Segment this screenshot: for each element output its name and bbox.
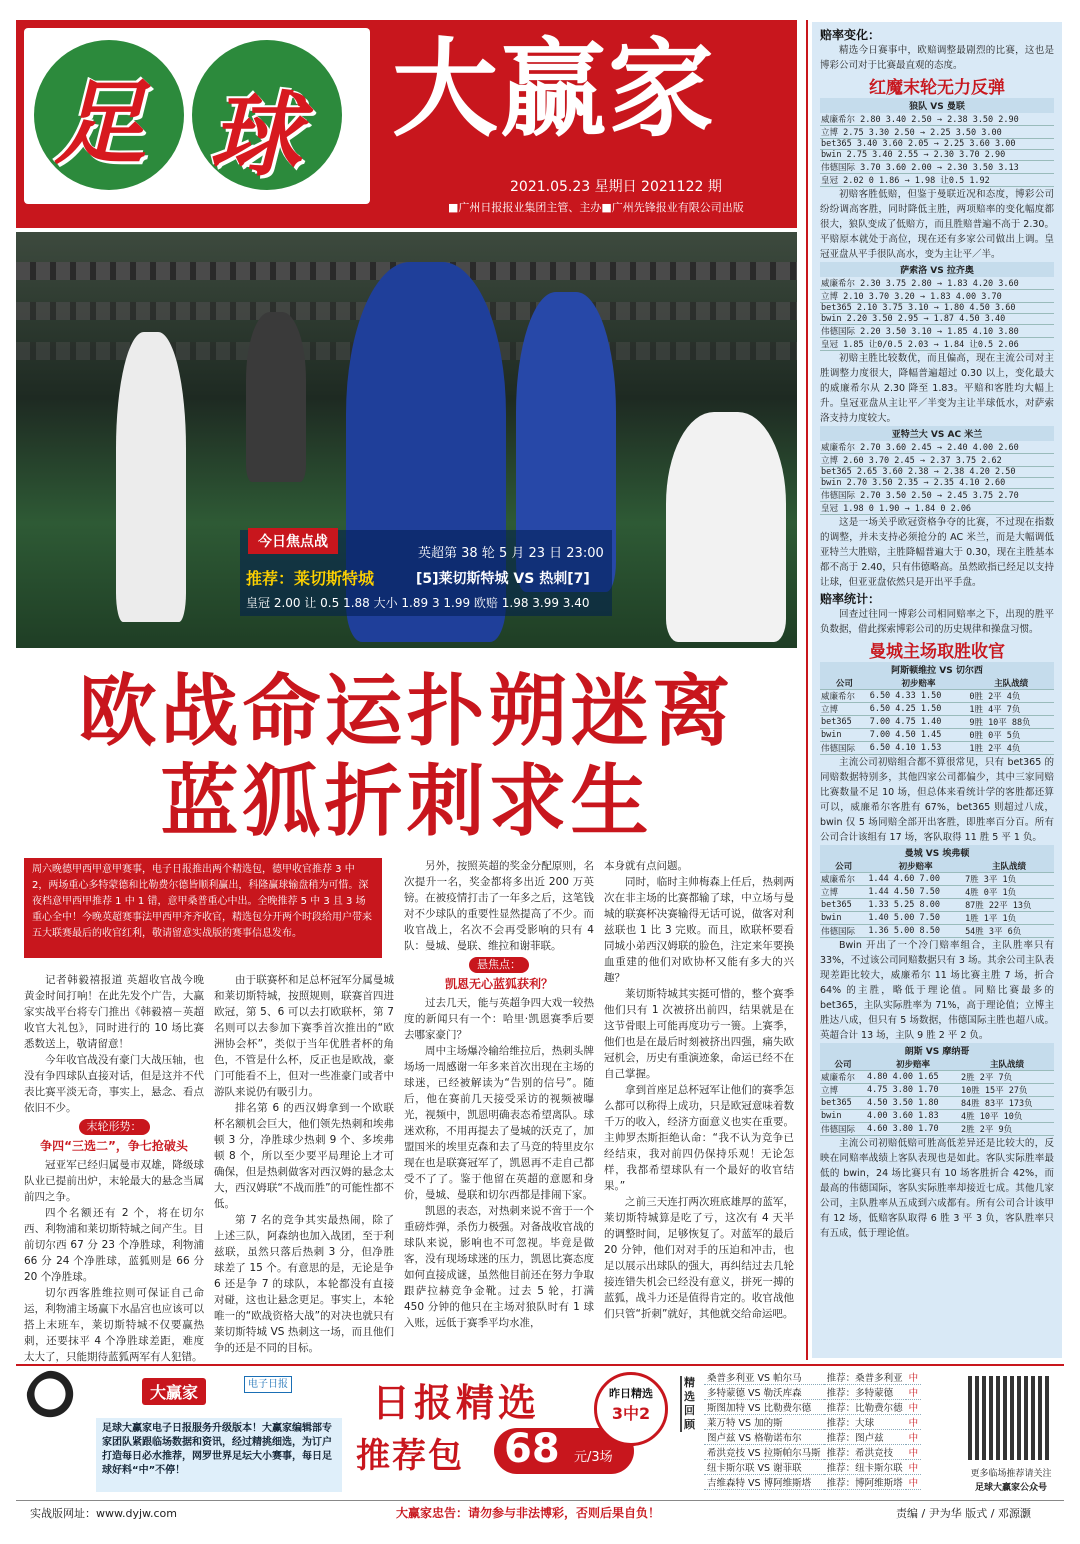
- table-row: [820, 742, 1054, 755]
- odds-cell: 皇冠 1.85 让0/0.5 2.03 → 1.84 让0.5 2.06: [820, 338, 1054, 351]
- match-title: 萨索洛 VS 拉齐奥: [820, 262, 1054, 277]
- odds-cell: bet365 2.65 3.60 2.38 → 2.38 4.20 2.50: [820, 467, 1054, 478]
- column-header: 公司: [820, 677, 869, 690]
- odds-row: [820, 454, 1054, 467]
- promo-brand: 大赢家: [142, 1378, 206, 1405]
- table-cell: 4.50 3.50 1.80: [866, 1097, 960, 1110]
- paragraph: 过去几天，能与英超争四大戏一较热度的新闻只有一个：哈里·凯恩赛季后要去哪家豪门？: [404, 997, 594, 1041]
- odds-row: [820, 502, 1054, 515]
- odds-row: [820, 290, 1054, 303]
- pick-row: [704, 1385, 921, 1400]
- pick-cell: 推荐：图卢兹: [824, 1430, 906, 1445]
- page-title: 大赢家: [392, 28, 716, 151]
- odds-stat-heading: 赔率统计：: [820, 592, 881, 606]
- section-heading: 凯恩无心蓝狐获利？: [444, 977, 553, 991]
- analysis-text: Bwin 开出了一个冷门赔率组合，主队胜率只有 33%，不过该公司同赔数据只有 3 场。其余公司主队表现差距比较大，威廉希尔 11 场比赛主胜 7 场，折合 64% 的主胜，略低于理论值。同赔比赛最多的 bet365，主队实际胜率为 71%，高于理论值；立博主胜达八成，但只有 5 场数据，伟德国际主胜也超八成。英超合计 13 场，主队 9 胜 2 平 2 负。: [820, 940, 1054, 1041]
- promo-text: 足球大赢家电子日报服务升级版本！大赢家编辑部专家团队紧跟临场数据和资讯，经过精挑细选，为订户打造每日必水推荐，网罗世界足坛大小赛事，每日足球好料“中”不停！: [96, 1418, 342, 1492]
- table-cell: 1.40 5.00 7.50: [867, 912, 964, 925]
- qr-text-1: 更多临场推荐请关注: [970, 1469, 1052, 1479]
- paragraph: 排名第 6 的西汉姆拿到一个欧联杯名额机会巨大，他们领先热刺和埃弗顿 3 分，净胜球少热刺 9 个、多埃弗顿 8 个，所以至少要平局理论上才可确保，但是热刺做客对西汉姆的悬念太大，西汉姆联“不战而胜”的可能性都不低。: [214, 1102, 394, 1210]
- paragraph: 切尔西客胜维拉则可保证自己命运，利物浦主场赢下水晶宫也应该可以搭上末班车，莱切斯特城不仅要赢热刺，还要抹平 4 个净胜球差距，难度太大了，只能期待蓝狐两军有人犯错。: [24, 1287, 204, 1363]
- pick-row: [704, 1445, 921, 1460]
- table-cell: 6.50 4.25 1.50: [869, 703, 969, 716]
- yesterday-result: 3中2: [611, 1404, 651, 1423]
- table-cell: bet365: [820, 716, 869, 729]
- table-cell: bwin: [820, 1110, 866, 1123]
- paragraph: 四个名额还有 2 个，将在切尔西、利物浦和莱切斯特城之间产生。目前切尔西 67 分 23 个净胜球，利物浦 66 分 24 个净胜球，蓝狐则是 66 分 20 个净胜球。: [24, 1207, 204, 1283]
- picks-table: [704, 1370, 921, 1490]
- analysis-text: 初赔主胜比较数优，而且偏高，现在主流公司对主胜调整力度很大，降幅普遍超过 0.30 以上，变化最大的威廉希尔从 2.30 降至 1.83。平赔和客胜均大幅上升。皇冠亚盘从主让平／半变为主让半球低水，对萨索洛支持力度较大。: [820, 353, 1054, 424]
- section-title: 红魔末轮无力反弹: [869, 78, 1005, 98]
- odds-cell: 威廉希尔 2.70 3.60 2.45 → 2.40 4.00 2.60: [820, 441, 1054, 454]
- pick-cell: 中: [906, 1430, 922, 1445]
- pick-cell: 纽卡斯尔联 VS 谢菲联: [704, 1460, 824, 1475]
- player-figure: [666, 412, 786, 642]
- paragraph: 周中主场爆冷输给维拉后，热刺头牌场场一周感谢一年多来首次出现在主场的球迷，已经被解读为“告别的信号”。随后，他在赛前几天接受采访的视频被曝光，视频中，凯恩明确表态希望离队。球迷欢称，不用再提去了曼城的沃克了，加盟国米的埃里克森和去了马竞的特里皮尔现在也是联赛冠军了，凯恩再不走自己都受不了了。鉴于他留在英超的意愿和身价，曼城、曼联和切尔西都是排闹下家。: [404, 1045, 594, 1201]
- issue-line: 2021.05.23 星期日 2021122 期: [510, 179, 722, 195]
- match-title: 曼城 VS 埃弗顿: [820, 845, 1054, 860]
- table-cell: 4.00 3.60 1.83: [866, 1110, 960, 1123]
- odds-table: [820, 441, 1054, 515]
- table-cell: 1胜 2平 4负: [968, 742, 1054, 755]
- pick-cell: 中: [906, 1460, 922, 1475]
- pick-cell: 推荐：比勒费尔德: [824, 1400, 906, 1415]
- pick-row: [704, 1400, 921, 1415]
- headline-line-2: 蓝狐折刺求生: [160, 757, 653, 847]
- table-cell: 87胜 22平 13负: [964, 899, 1054, 912]
- table-cell: 10胜 15平 27负: [960, 1084, 1054, 1097]
- table-row: [820, 1097, 1054, 1110]
- paragraph: 之前三天连打两次班底雄厚的蓝军，莱切斯特城算是吃了亏，这次有 4 天半的调整时间，足够恢复了。对蓝军的最后 20 分钟，他们对对手的压迫和冲击，也足以展示出球队的强大，再纠结过去几轮接连错失机会已经没有意义，拼死一搏的蓝狐，战斗力还是值得肯定的。收官战他们只管“折刺”就好，其他就交给命运吧。: [604, 1196, 794, 1320]
- pick-row: [704, 1370, 921, 1385]
- table-cell: 立博: [820, 886, 867, 899]
- odds-stat-text: 回查过往同一博彩公司相同赔率之下，出现的胜平负数据，借此探索博彩公司的历史规律和操盘习惯。: [820, 609, 1054, 635]
- pick-cell: 推荐：纽卡斯尔联: [824, 1460, 906, 1475]
- focus-box: [240, 530, 612, 616]
- focus-league: 英超第 38 轮 5 月 23 日 23:00: [418, 546, 604, 561]
- pick-cell: 中: [906, 1475, 922, 1490]
- match-title: 亚特兰大 VS AC 米兰: [820, 426, 1054, 441]
- table-cell: 54胜 3平 6负: [964, 925, 1054, 938]
- pick-cell: 中: [906, 1385, 922, 1400]
- odds-cell: 威廉希尔 2.80 3.40 2.50 → 2.38 3.50 2.90: [820, 113, 1054, 126]
- odds-cell: 伟德国际 2.70 3.50 2.50 → 2.45 3.75 2.70: [820, 489, 1054, 502]
- odds-cell: bwin 2.20 3.50 2.95 → 1.87 4.50 3.40: [820, 314, 1054, 325]
- column-header: 主队战绩: [968, 677, 1054, 690]
- odds-panel: [812, 22, 1062, 1358]
- table-cell: 立博: [820, 703, 869, 716]
- pick-row: [704, 1475, 921, 1490]
- paragraph: 另外，按照英超的奖金分配原则，名次提升一名，奖金都将多出近 200 万英镑。在被疫情打击了一年多之后，这笔钱对不少球队的重要性显然提高了不少。而收官战上，名次不会再受影响的只有 4 队：曼城、曼联、维拉和谢菲联。: [404, 860, 594, 952]
- pick-cell: 推荐：博阿维斯塔: [824, 1475, 906, 1490]
- table-row: [820, 1071, 1054, 1084]
- odds-cell: bwin 2.75 3.40 2.55 → 2.30 3.70 2.90: [820, 150, 1054, 161]
- table-cell: 4.75 3.80 1.70: [866, 1084, 960, 1097]
- headline-line-1: 欧战命运扑朔迷离: [78, 667, 735, 757]
- odds-table: [820, 113, 1054, 187]
- odds-row: [820, 303, 1054, 314]
- odds-cell: 皇冠 2.02 0 1.86 → 1.98 让0.5 1.92: [820, 174, 1054, 187]
- pick-cell: 吉维森特 VS 博阿维斯塔: [704, 1475, 824, 1490]
- pick-cell: 莱万特 VS 加的斯: [704, 1415, 824, 1430]
- odds-cell: bet365 3.40 3.60 2.05 → 2.25 3.60 3.00: [820, 139, 1054, 150]
- table-cell: bwin: [820, 729, 869, 742]
- qr-text-2: 足球大赢家公众号: [974, 1483, 1047, 1493]
- article-column-2: [214, 972, 394, 1356]
- odds-row: [820, 338, 1054, 351]
- column-header: 初步赔率: [869, 677, 969, 690]
- odds-row: [820, 489, 1054, 502]
- pick-cell: 多特蒙德 VS 勒沃库森: [704, 1385, 824, 1400]
- odds-cell: 威廉希尔 2.30 3.75 2.80 → 1.83 4.20 3.60: [820, 277, 1054, 290]
- table-cell: 7.00 4.75 1.40: [869, 716, 969, 729]
- column-header: 公司: [820, 860, 867, 873]
- table-cell: 伟德国际: [820, 742, 869, 755]
- column-header: 主队战绩: [960, 1058, 1054, 1071]
- match-title: 狼队 VS 曼联: [820, 98, 1054, 113]
- stats-table: [820, 677, 1054, 755]
- paragraph: 冠亚军已经归属曼市双雄，降级球队业已提前出炉，末轮最大的悬念当属前四之争。: [24, 1159, 204, 1203]
- paragraph: 第 7 名的竞争其实最热闹，除了上述三队，阿森纳也加入战团，至于利兹联，虽然只落后热刺 3 分，但净胜球差了 15 个。有意思的是，无论是争 6 还是争 7 的球队，本轮都没有直接对碰，这也让悬念更足。事实上，本轮唯一的“欧战资格大战”的对决也就只有莱切斯特城 VS 热刺这一场，而且他们争的还是不同的目标。: [214, 1214, 394, 1354]
- table-row: [820, 899, 1054, 912]
- logo-char-1: 足: [54, 69, 147, 177]
- match-title: 阿斯顿维拉 VS 切尔西: [820, 662, 1054, 677]
- yesterday-label: 昨日精选: [609, 1387, 653, 1400]
- analysis-text: 初赔客胜低赔，但鉴于曼联近况和态度，博彩公司纷纷调高客胜，同时降低主胜，两项赔率的变化幅度都很大，狼队变成了低赔方，而且胜赔普遍不高于 2.30。平赔原本就处于高位，现在还有多家公司做出上调。皇冠亚盘从平手很队高水，变为主让平／半。: [820, 189, 1054, 260]
- table-cell: bet365: [820, 1097, 866, 1110]
- price: 68: [504, 1426, 560, 1472]
- focus-tag: 今日焦点战: [248, 528, 338, 554]
- package-title: 日报精选: [372, 1381, 541, 1425]
- stats-table: [820, 860, 1054, 938]
- table-cell: 9胜 10平 88负: [968, 716, 1054, 729]
- table-row: [820, 1123, 1054, 1136]
- odds-cell: 立博 2.75 3.30 2.50 → 2.25 3.50 3.00: [820, 126, 1054, 139]
- table-cell: 4胜 10平 10负: [960, 1110, 1054, 1123]
- warning: 大赢家忠告：请勿参与非法博彩，否则后果自负！: [396, 1506, 661, 1520]
- paragraph: 同时，临时主帅梅森上任后，热刺两次在非主场的比赛都输了球，中立场与曼城的联赛杯决赛输得无话可说，做客对利兹联也 1 比 3 完败。而且，欧联杯要看同城小弟西汉姆联的脸色，注定来年要换血重建的他们对欧协杯又能有多大的兴趣？: [604, 876, 794, 984]
- pick-cell: 图卢兹 VS 格勒诺布尔: [704, 1430, 824, 1445]
- odds-cell: 伟德国际 2.20 3.50 3.10 → 1.85 4.10 3.80: [820, 325, 1054, 338]
- editors: 责编 / 尹为华 版式 / 邓源灏: [896, 1507, 1031, 1520]
- table-row: [820, 729, 1054, 742]
- section-tag: 悬焦点：: [469, 957, 529, 973]
- table-cell: 伟德国际: [820, 1123, 866, 1136]
- pick-cell: 斯图加特 VS 比勒费尔德: [704, 1400, 824, 1415]
- table-cell: 1胜 1平 1负: [964, 912, 1054, 925]
- table-cell: 4.60 3.80 1.70: [866, 1123, 960, 1136]
- odds-row: [820, 441, 1054, 454]
- table-cell: 7胜 3平 1负: [964, 873, 1054, 886]
- odds-cell: 立博 2.10 3.70 3.20 → 1.83 4.00 3.70: [820, 290, 1054, 303]
- table-cell: 1.36 5.00 8.50: [867, 925, 964, 938]
- article-column-3: [404, 858, 594, 1356]
- table-header: [820, 860, 1054, 873]
- table-cell: 威廉希尔: [820, 690, 869, 703]
- table-cell: bet365: [820, 899, 867, 912]
- table-cell: bwin: [820, 912, 867, 925]
- table-cell: 0胜 2平 4负: [968, 690, 1054, 703]
- pick-cell: 推荐：希洪竞技: [824, 1445, 906, 1460]
- odds-row: [820, 139, 1054, 150]
- odds-row: [820, 126, 1054, 139]
- odds-row: [820, 467, 1054, 478]
- odds-row: [820, 277, 1054, 290]
- article-column-4: [604, 858, 794, 1356]
- odds-row: [820, 478, 1054, 489]
- website: 实战版网址：www.dyjw.com: [30, 1507, 178, 1520]
- pick-cell: 中: [906, 1415, 922, 1430]
- pick-row: [704, 1430, 921, 1445]
- paragraph: 由于联赛杯和足总杯冠军分属曼城和莱切斯特城，按照规则，联赛首四进欧冠，第 5、6 可以去打欧联杯，第 7 名则可以去参加下赛季首次推出的“欧洲协会杯”，类似于当年优胜者杯的角色，不管是什么杯，反正也是欧战，豪门可能看不上，但对一些准豪门或者中游队来说仍有吸引力。: [214, 974, 394, 1098]
- table-row: [820, 873, 1054, 886]
- price-unit: 元/3场: [574, 1450, 613, 1465]
- odds-change-heading: 赔率变化：: [820, 28, 881, 42]
- table-cell: 4.80 4.00 1.65: [866, 1071, 960, 1084]
- table-row: [820, 716, 1054, 729]
- odds-cell: 立博 2.60 3.70 2.45 → 2.37 3.75 2.62: [820, 454, 1054, 467]
- table-cell: 2胜 2平 9负: [960, 1123, 1054, 1136]
- table-cell: 1.44 4.50 7.50: [867, 886, 964, 899]
- table-cell: 伟德国际: [820, 925, 867, 938]
- publisher: ■广州日报报业集团主管、主办■广州先锋报业有限公司出版: [448, 201, 744, 214]
- odds-row: [820, 174, 1054, 187]
- table-cell: 威廉希尔: [820, 1071, 866, 1084]
- table-header: [820, 1058, 1054, 1071]
- column-header: 公司: [820, 1058, 866, 1071]
- promo-footer: [16, 1364, 1064, 1496]
- odds-cell: 皇冠 1.98 0 1.90 → 1.84 0 2.06: [820, 502, 1054, 515]
- football-icon: [26, 1370, 86, 1430]
- table-row: [820, 690, 1054, 703]
- match-title: 朗斯 VS 摩纳哥: [820, 1043, 1054, 1058]
- pick-cell: 中: [906, 1445, 922, 1460]
- table-cell: 0胜 0平 5负: [968, 729, 1054, 742]
- analysis-text: 这是一场关乎欧冠资格争夺的比赛，不过现在指数的调整，并未支持必须抢分的 AC 米兰，而是大幅调低亚特兰大胜赔，主胜降幅普遍大于 0.30，现在主胜基本都不高于 2.40，只有伟德略高。虽然欧指已经足以支持让球，但亚亚盘依然只是开出平手盘。: [820, 517, 1054, 588]
- odds-row: [820, 150, 1054, 161]
- table-cell: 1胜 4平 7负: [968, 703, 1054, 716]
- odds-table: [820, 277, 1054, 351]
- promo-brand-tag: 电子日报: [244, 1376, 292, 1393]
- article-column-1: [24, 972, 204, 1363]
- table-header: [820, 677, 1054, 690]
- column-header: 初步赔率: [867, 860, 964, 873]
- paragraph: 莱切斯特城其实挺可惜的，整个赛季他们只有 1 次被挤出前四，结果就是在这节骨眼上可能再度功亏一篑。上赛季，他们也是在最后时刻被挤出四强，痛失欧冠机会，历史有重演迹象，命运已经不在自己掌握。: [604, 988, 794, 1080]
- paragraph: 拿到首座足总杯冠军让他们的赛季怎么都可以称得上成功，只是欧冠意味着数千万的收入，经济方面意义也实在重要。主帅罗杰斯拒绝认命：“我不认为竞争已经结束，我对前四仍保持乐观！无论怎样，我都希望球队有一个最好的收官结果。”: [604, 1084, 794, 1192]
- pick-cell: 希洪竞技 VS 拉斯帕尔马斯: [704, 1445, 824, 1460]
- paragraph: 本身就有点问题。: [604, 860, 688, 872]
- table-row: [820, 1110, 1054, 1123]
- pick-cell: 中: [906, 1370, 922, 1385]
- pick-cell: 推荐：多特蒙德: [824, 1385, 906, 1400]
- section-title: 曼城主场取胜收官: [869, 642, 1005, 662]
- table-cell: 4胜 0平 1负: [964, 886, 1054, 899]
- odds-cell: bet365 2.10 3.75 3.10 → 1.80 4.50 3.60: [820, 303, 1054, 314]
- focus-odds: 皇冠 2.00 让 0.5 1.88 大小 1.89 3 1.99 欧赔 1.98 3.99 3.40: [246, 596, 590, 610]
- table-row: [820, 925, 1054, 938]
- stats-table: [820, 1058, 1054, 1136]
- odds-row: [820, 161, 1054, 174]
- table-cell: 立博: [820, 1084, 866, 1097]
- table-cell: 1.33 5.25 8.00: [867, 899, 964, 912]
- pick-cell: 桑普多利亚 VS 帕尔马: [704, 1370, 824, 1385]
- paragraph: 记者韩毅禧报道 英超收官战今晚黄金时间打响！在此先发个广告，大赢家实战平台将专门推出《韩毅禧－英超收官大礼包》，同时进行的 10 场比赛悉数送上，敬请留意！: [24, 974, 204, 1050]
- table-row: [820, 1084, 1054, 1097]
- focus-recommend: 推荐：莱切斯特城: [246, 569, 375, 588]
- section-tag: 末轮形势：: [79, 1119, 150, 1135]
- analysis-text: 主流公司初赔低赔可胜高低差异还是比较大的，反映在同赔率战绩上客队表现也是如此。客队实际胜率最低的 bwin，24 场比赛只有 10 场客胜折合 42%，而最高的伟德国际，客队实际胜率却接近七成。其他几家公司，主队胜率从五成到六成都有。所有公司合计该甲有 12 场，低赔客队取得 6 胜 3 平 3 负，客队胜率只有五成，低于理论值。: [820, 1138, 1054, 1239]
- yesterday-badge: [594, 1372, 668, 1446]
- pick-cell: 中: [906, 1400, 922, 1415]
- odds-change-text: 精选今日赛事中，欧赔调整最剧烈的比赛，这也是博彩公司对于比赛最直观的态度。: [820, 45, 1054, 71]
- paragraph: 今年收官战没有豪门大战压轴，也没有争四球队直接对话，但是这并不代表比赛平淡无奇，事实上，悬念、看点依旧不少。: [24, 1054, 204, 1114]
- odds-cell: 伟德国际 3.70 3.60 2.00 → 2.30 3.50 3.13: [820, 161, 1054, 174]
- column-header: 初步赔率: [866, 1058, 960, 1071]
- qr-code: [968, 1376, 1052, 1460]
- table-cell: 6.50 4.33 1.50: [869, 690, 969, 703]
- odds-row: [820, 113, 1054, 126]
- table-cell: 7.00 4.50 1.45: [869, 729, 969, 742]
- pick-row: [704, 1415, 921, 1430]
- logo-char-2: 球: [209, 81, 302, 189]
- package-sub: 推荐包: [356, 1436, 464, 1476]
- column-header: 主队战绩: [964, 860, 1054, 873]
- table-cell: 84胜 83平 173负: [960, 1097, 1054, 1110]
- odds-cell: bwin 2.70 3.50 2.35 → 2.35 4.10 2.60: [820, 478, 1054, 489]
- pick-row: [704, 1460, 921, 1475]
- table-cell: 6.50 4.10 1.53: [869, 742, 969, 755]
- bottom-bar: [16, 1500, 1064, 1522]
- referee-figure: [246, 312, 306, 482]
- focus-match: [5]莱切斯特城 VS 热刺[7]: [416, 571, 590, 587]
- player-figure: [116, 332, 186, 622]
- logo: [24, 28, 370, 204]
- odds-row: [820, 325, 1054, 338]
- table-cell: 2胜 2平 7负: [960, 1071, 1054, 1084]
- table-row: [820, 912, 1054, 925]
- section-heading: 争四“三选二”，争七抢破头: [40, 1139, 188, 1153]
- paragraph: 凯恩的表态，对热刺来说不啻于一个重磅炸弹，杀伤力极强。对备战收官战的球队来说，影响也不可忽视。毕竟是做客，没有现场球迷的压力，凯恩比赛态度如何直接成谜，虽然他目前还在努力争取跟萨拉赫竞争金靴。过去 5 轮，打满 450 分钟的他只在主场对狼队时有 1 球入账，远低于赛季平均水准，: [404, 1205, 594, 1329]
- intro-box: 周六晚德甲西甲意甲赛事，电子日报推出两个精选包，德甲收官推荐 3 中 2，两场重心多特蒙德和比勒费尔德皆顺利赢出，科隆赢球输盘稍为可惜。深夜档意甲西甲推荐 1 中 1 错，意甲桑普重心中出。全晚推荐 5 中 3 且 3 场重心全中！今晚英超赛事法甲西甲齐齐收官，精选包分开两个时段给用户带来五大联赛最后的收官红利，敬请留意实战版的赛事信息发布。: [24, 858, 382, 958]
- table-row: [820, 886, 1054, 899]
- analysis-text: 主流公司初赔组合都不算很常见，只有 bet365 的同赔数据特别多，其他四家公司都偏少，其中三家同赔比赛数量不足 10 场，但总体来看统计学的客胜都还算可以，威廉希尔客胜有 67%，bet365 则超过八成，bwin 仅 5 场同赔全部开出客胜，即胜率百分百。所有公司合计该组有 17 场，客队取得 11 胜 5 平 1 负。: [820, 757, 1054, 843]
- pick-cell: 推荐：桑普多利亚: [824, 1370, 906, 1385]
- table-cell: 威廉希尔: [820, 873, 867, 886]
- table-cell: 1.44 4.60 7.00: [867, 873, 964, 886]
- pick-cell: 推荐：大球: [824, 1415, 906, 1430]
- table-row: [820, 703, 1054, 716]
- odds-row: [820, 314, 1054, 325]
- review-label: 精选回顾: [680, 1376, 698, 1432]
